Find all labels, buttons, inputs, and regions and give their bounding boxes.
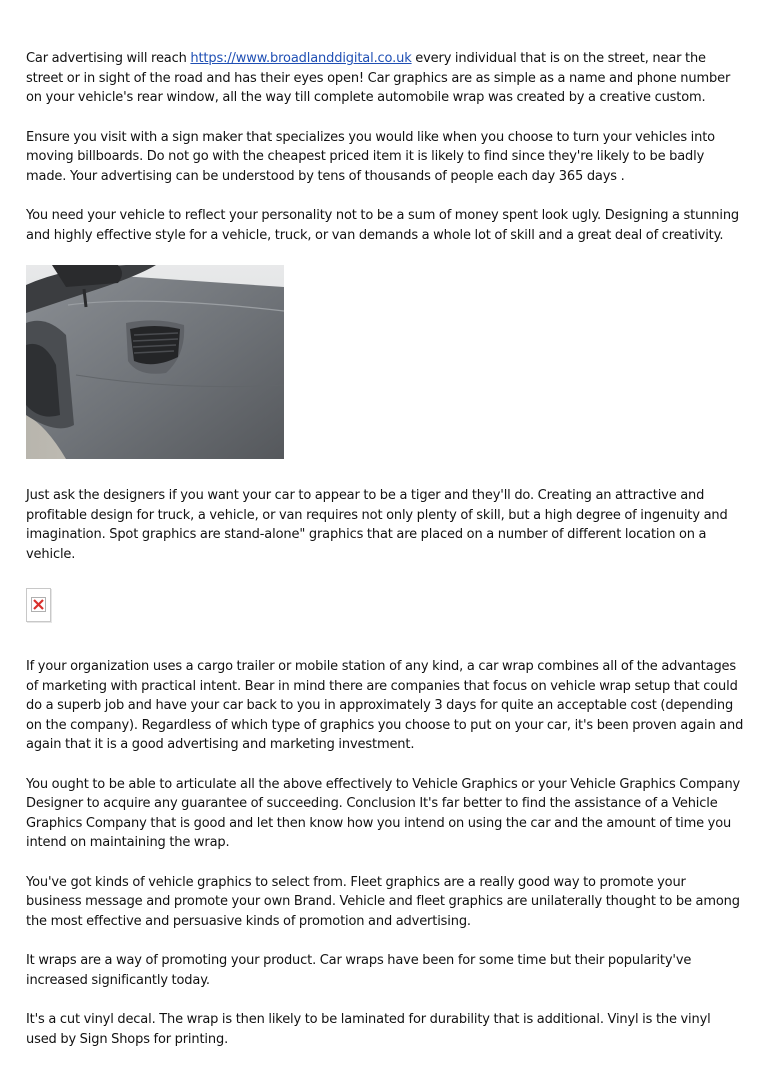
paragraph-7: You've got kinds of vehicle graphics to select from. Fleet graphics are a really good way to promote your business message and promote your own Brand. Vehicle and fleet graphics are unilaterally thought to be among the most effective and persuasive kinds of promotion and advertising.	[26, 874, 740, 929]
paragraph-5: If your organization uses a cargo trailer or mobile station of any kind, a car wrap combines all of the advantages of marketing with practical intent. Bear in mind there are companies that focus on vehicle wrap setup that could do a superb job and have your car back to you in approximately 3 days for quite an acceptable cost (depending on the company). Regardless of which type of graphics you choose to put on your car, it's been proven again and again that it is a good advertising and marketing investment.	[26, 659, 744, 752]
broadlanddigital-link[interactable]: https://www.broadlanddigital.co.uk	[190, 51, 412, 66]
paragraph-8: It wraps are a way of promoting your product. Car wraps have been for some time but their popularity've increased significantly today.	[26, 953, 692, 988]
paragraph-9: It's a cut vinyl decal. The wrap is then likely to be laminated for durability that is additional. Vinyl is the vinyl used by Sign Shops for printing.	[26, 1012, 711, 1047]
paragraph-4: Just ask the designers if you want your car to appear to be a tiger and they'll do. Creating an attractive and profitable design for truck, a vehicle, or van requires not only plenty of skill, but a high degree of ingenuity and imagination. Spot graphics are stand-alone" graphics that are placed on a number of different location on a vehicle.	[26, 488, 728, 562]
paragraph-6: You ought to be able to articulate all the above effectively to Vehicle Graphics or your Vehicle Graphics Company Designer to acquire any guarantee of succeeding. Conclusion It's far better to find the assistance of a Vehicle Graphics Company that is good and let then know how you intend on using the car and the amount of time you intend on maintaining the wrap.	[26, 776, 741, 850]
paragraph-2: Ensure you visit with a sign maker that specializes you would like when you choose to turn your vehicles into moving billboards. Do not go with the cheapest priced item it is likely to find since they're likely to be badly made. Your advertising can be understood by tens of thousands of people each day 365 days .	[26, 129, 715, 184]
close-icon	[31, 597, 46, 612]
car-photo	[26, 265, 284, 459]
paragraph-1-rest: every individual that is on the street, near the street or in sight of the road and has their eyes open! Car graphics are as simple as a name and phone number on your vehicle's rear window, all the way till complete automobile wrap was created by a creative custom.	[26, 51, 731, 105]
paragraph-1	[26, 49, 744, 108]
document-page	[26, 49, 744, 1049]
paragraph-3: You need your vehicle to reflect your personality not to be a sum of money spent look ugly. Designing a stunning and highly effective style for a vehicle, truck, or van demands a whole lot of skill and a great deal of creativity.	[26, 208, 740, 243]
broken-image-icon	[26, 588, 51, 622]
paragraph-1-intro: Car advertising will reach	[26, 51, 191, 66]
